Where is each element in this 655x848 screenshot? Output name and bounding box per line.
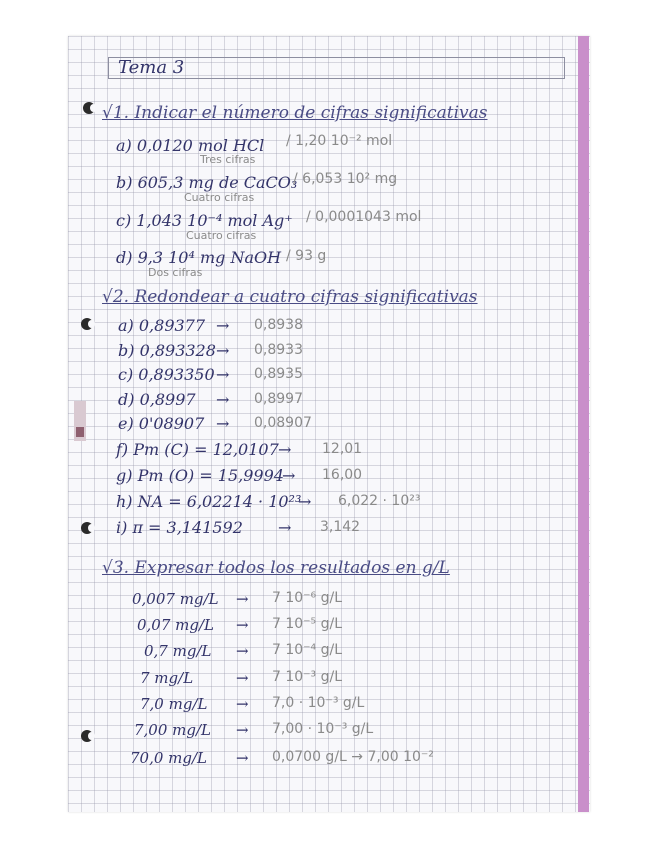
- punch-hole-icon: [81, 730, 93, 742]
- s2-item-e-expr: e) 0'08907: [118, 414, 205, 433]
- s2-item-d-result: 0,8997: [254, 391, 303, 407]
- s1-item-b-note: Cuatro cifras: [184, 191, 255, 204]
- s2-item-f-arrow: →: [278, 440, 292, 459]
- s3-item-7-arrow: →: [236, 749, 249, 767]
- s1-item-a-expr: a) 0,0120 mol HCl: [116, 136, 265, 155]
- s3-item-4-arrow: →: [236, 669, 249, 687]
- s3-item-3-value: 0,7 mg/L: [144, 642, 212, 660]
- s1-item-c-expr: c) 1,043 10⁻⁴ mol Ag⁺: [116, 211, 293, 230]
- s1-item-a-answer: / 1,20 10⁻² mol: [286, 133, 393, 149]
- page-title: Tema 3: [118, 57, 185, 78]
- s3-item-2-value: 0,07 mg/L: [137, 616, 215, 634]
- s2-item-a-result: 0,8938: [254, 317, 303, 333]
- s2-item-d-arrow: →: [216, 390, 230, 409]
- s2-item-g-result: 16,00: [322, 467, 363, 483]
- s3-item-4-result: 7 10⁻³ g/L: [272, 669, 343, 685]
- s3-item-1-value: 0,007 mg/L: [132, 590, 219, 608]
- section1-heading: √1. Indicar el número de cifras significativas: [102, 103, 488, 123]
- s2-item-i-arrow: →: [278, 518, 292, 537]
- s2-item-h-expr: h) NA = 6,02214 · 10²³: [116, 492, 302, 511]
- s2-item-e-arrow: →: [216, 414, 230, 433]
- s2-item-i-expr: i) π = 3,141592: [116, 518, 243, 537]
- s3-item-6-value: 7,00 mg/L: [134, 721, 212, 739]
- s2-item-c-result: 0,8935: [254, 366, 303, 382]
- s2-item-f-result: 12,01: [322, 441, 363, 457]
- s2-item-b-arrow: →: [216, 341, 230, 360]
- s2-item-a-expr: a) 0,89377: [118, 316, 206, 335]
- punch-hole-icon: [81, 318, 93, 330]
- s3-item-2-result: 7 10⁻⁵ g/L: [272, 616, 343, 632]
- s2-item-e-result: 0,08907: [254, 415, 312, 431]
- margin-line: [578, 36, 589, 812]
- s3-item-2-arrow: →: [236, 616, 249, 634]
- s2-item-g-arrow: →: [282, 466, 296, 485]
- s2-item-i-result: 3,142: [320, 519, 361, 535]
- s2-item-d-expr: d) 0,8997: [118, 390, 196, 409]
- s3-item-1-result: 7 10⁻⁶ g/L: [272, 590, 343, 606]
- s3-item-5-arrow: →: [236, 695, 249, 713]
- s1-item-a-note: Tres cifras: [200, 153, 256, 166]
- s2-item-b-expr: b) 0,893328: [118, 341, 216, 360]
- s1-item-b-answer: / 6,053 10² mg: [293, 171, 398, 187]
- s3-item-1-arrow: →: [236, 590, 249, 608]
- section2-heading: √2. Redondear a cuatro cifras significativas: [102, 287, 478, 307]
- s2-item-b-result: 0,8933: [254, 342, 303, 358]
- s3-item-4-value: 7 mg/L: [140, 669, 194, 687]
- punch-hole-icon: [81, 522, 93, 534]
- s2-item-h-result: 6,022 · 10²³: [338, 493, 421, 509]
- s3-item-3-arrow: →: [236, 642, 249, 660]
- s3-item-7-value: 70,0 mg/L: [130, 749, 208, 767]
- s1-item-d-note: Dos cifras: [148, 266, 203, 279]
- s2-item-g-expr: g) Pm (O) = 15,9994: [116, 466, 284, 485]
- s1-item-c-note: Cuatro cifras: [186, 229, 257, 242]
- s1-item-d-expr: d) 9,3 10⁴ mg NaOH: [116, 248, 282, 267]
- s3-item-5-value: 7,0 mg/L: [140, 695, 208, 713]
- s2-item-a-arrow: →: [216, 316, 230, 335]
- s3-item-6-result: 7,00 · 10⁻³ g/L: [272, 721, 374, 737]
- s2-item-c-expr: c) 0,893350: [118, 365, 215, 384]
- section3-heading: √3. Expresar todos los resultados en g/L: [102, 558, 450, 578]
- s1-item-c-answer: / 0,0001043 mol: [306, 209, 422, 225]
- s2-item-c-arrow: →: [216, 365, 230, 384]
- s3-item-5-result: 7,0 · 10⁻³ g/L: [272, 695, 365, 711]
- s3-item-7-result: 0,0700 g/L → 7,00 10⁻²: [272, 749, 434, 765]
- s3-item-3-result: 7 10⁻⁴ g/L: [272, 642, 343, 658]
- punch-hole-icon: [83, 102, 95, 114]
- s3-item-6-arrow: →: [236, 721, 249, 739]
- s1-item-d-answer: / 93 g: [286, 248, 327, 264]
- s1-item-b-expr: b) 605,3 mg de CaCO₃: [116, 173, 298, 192]
- s2-item-h-arrow: →: [298, 492, 312, 511]
- binder-tab: [74, 401, 86, 441]
- binder-tab-mark: [76, 427, 84, 437]
- s2-item-f-expr: f) Pm (C) = 12,0107: [116, 440, 279, 459]
